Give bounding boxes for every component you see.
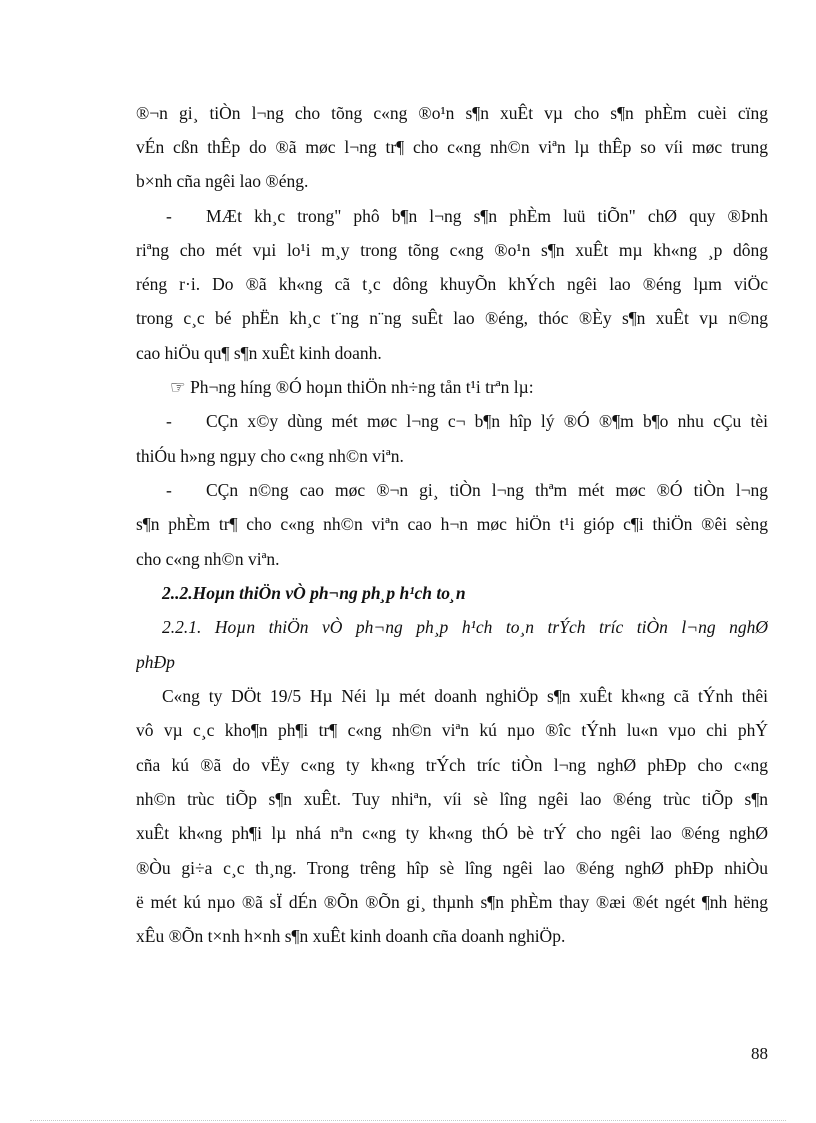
text-line: ë mét kú nµo ®ã sÏ dÉn ®Õn ®Õn gi¸ thµnh s¶n phÈm thay ®æi ®ét ngét ¶nh hëng	[136, 892, 768, 912]
text-line: cho c«ng nh©n viªn.	[136, 549, 280, 569]
bullet-dash: -	[166, 480, 172, 500]
text-line: xÊu ®Õn t×nh h×nh s¶n xuÊt kinh doanh cña doanh nghiÖp.	[136, 926, 566, 946]
page-number: 88	[751, 1044, 768, 1063]
text-line: b×nh cña ngêi lao ®éng.	[136, 171, 309, 191]
text-line: ®Òu gi÷a c¸c th¸ng. Trong trêng hîp sè lîng ngêi lao ®éng nghØ phÐp nhiÒu	[136, 858, 768, 878]
bullet-line	[136, 405, 768, 437]
subsection-heading: 2.2.1. Hoµn thiÖn vÒ ph¬ng ph¸p h¹ch to¸n trÝch tríc tiÒn l¬ng nghØ	[162, 617, 768, 637]
text-line: xuÊt kh«ng ph¶i lµ nhá nªn c«ng ty kh«ng thÓ bè trÝ cho ngêi lao ®éng nghØ	[136, 823, 768, 843]
text-line: cao hiÖu qu¶ s¶n xuÊt kinh doanh.	[136, 343, 382, 363]
bullet-line	[136, 474, 768, 506]
text-line: cña kú ®ã do vËy c«ng ty kh«ng trÝch tríc tiÒn l¬ng nghØ phÐp cho c«ng	[136, 755, 768, 775]
text-line: C«ng ty DÖt 19/5 Hµ Néi lµ mét doanh nghiÖp s¶n xuÊt kh«ng cã tÝnh thêi	[162, 686, 768, 706]
text-line: ®¬n gi¸ tiÒn l¬ng cho tõng c«ng ®o¹n s¶n xuÊt vµ cho s¶n phÈm cuèi cïng	[136, 103, 768, 123]
section-heading: 2..2.Hoµn thiÖn vÒ ph¬ng ph¸p h¹ch to¸n	[162, 583, 466, 603]
pointer-line: ☞ Ph¬ng híng ®Ó hoµn thiÖn nh÷ng tån t¹i trªn lµ:	[170, 377, 534, 397]
text-line: vô vµ c¸c kho¶n ph¶i tr¶ c«ng nh©n viªn kú nµo ®îc tÝnh lu«n vµo chi phÝ	[136, 720, 768, 740]
text-span: CÇn n©ng cao møc ®¬n gi¸ tiÒn l¬ng thªm mét møc ®Ó tiÒn l¬ng	[206, 480, 768, 500]
footer-dotted-rule	[30, 1120, 786, 1121]
text-span: CÇn x©y dùng mét møc l¬ng c¬ b¶n hîp lý ®Ó ®¶m b¶o nhu cÇu tèi	[206, 411, 768, 431]
text-line: trong c¸c bé phËn kh¸c t¨ng n¨ng suÊt lao ®éng, thóc ®Èy s¶n xuÊt vµ n©ng	[136, 308, 768, 328]
bullet-line	[136, 200, 768, 232]
text-line: réng r·i. Do ®ã kh«ng cã t¸c dông khuyÕn khÝch ngêi lao ®éng lµm viÖc	[136, 274, 768, 294]
text-line: s¶n phÈm tr¶ cho c«ng nh©n viªn cao h¬n møc hiÖn t¹i gióp c¶i thiÖn ®êi sèng	[136, 514, 768, 534]
bullet-dash: -	[166, 411, 172, 431]
text-span: MÆt kh¸c trong" phô b¶n l¬ng s¶n phÈm luü tiÕn" chØ quy ®Þnh	[206, 206, 768, 226]
subsection-heading-cont: phÐp	[136, 652, 175, 672]
text-line: thiÓu h»ng ngµy cho c«ng nh©n viªn.	[136, 446, 404, 466]
text-line: nh©n trùc tiÕp s¶n xuÊt. Tuy nhiªn, víi sè lîng ngêi lao ®éng trùc tiÕp s¶n	[136, 789, 768, 809]
bullet-dash: -	[166, 206, 172, 226]
text-line: riªng cho mét vµi lo¹i m¸y trong tõng c«ng ®o¹n s¶n xuÊt mµ kh«ng ¸p dông	[136, 240, 768, 260]
text-line: vÉn cßn thÊp do ®ã møc l¬ng tr¶ cho c«ng nh©n viªn lµ thÊp so víi møc trung	[136, 137, 768, 157]
